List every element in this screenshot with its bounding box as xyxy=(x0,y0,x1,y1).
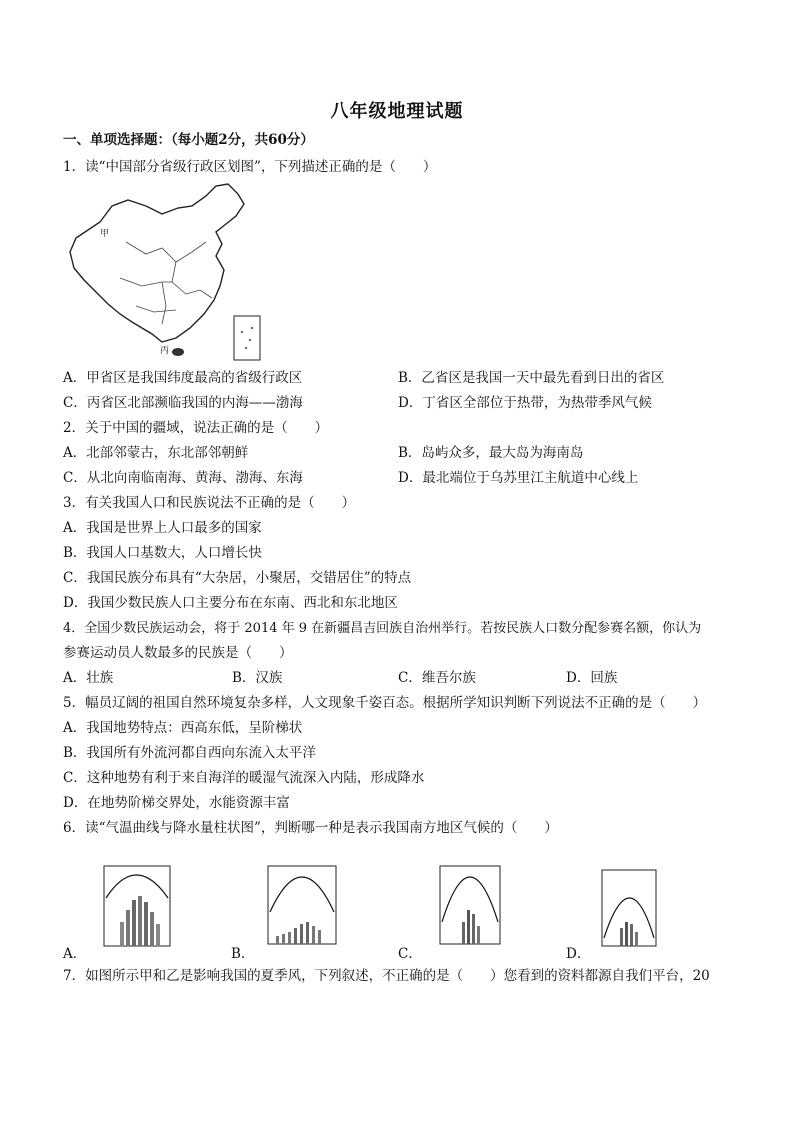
q6-option-d[interactable]: D． xyxy=(566,946,591,962)
q4-stem-line2: 参赛运动员人数最多的民族是（ ） xyxy=(63,645,293,661)
q3-option-b[interactable]: B．我国人口基数大，人口增长快 xyxy=(63,545,262,561)
q5-option-a[interactable]: A．我国地势特点：西高东低，呈阶梯状 xyxy=(63,720,303,736)
q3-option-c[interactable]: C．我国民族分布具有“大杂居，小聚居，交错居住”的特点 xyxy=(63,570,412,586)
china-province-map xyxy=(66,182,270,362)
q4-stem-line1: 4．全国少数民族运动会，将于 2014 年 9 在新疆昌吉回族自治州举行。若按民族人口数分配参赛名额，你认为 xyxy=(63,621,702,636)
q6-option-c[interactable]: C． xyxy=(398,946,422,962)
q4-option-d[interactable]: D．回族 xyxy=(566,670,618,686)
climate-chart-c xyxy=(426,852,516,952)
q4-option-a[interactable]: A．壮族 xyxy=(63,670,114,686)
map-label-bing: 丙 xyxy=(160,346,170,356)
q4-option-c[interactable]: C．维吾尔族 xyxy=(398,670,476,686)
q5-option-c[interactable]: C．这种地势有利于来自海洋的暖湿气流深入内陆，形成降水 xyxy=(63,770,425,786)
section-heading: 一、单项选择题：（每小题2分，共60分） xyxy=(63,132,314,148)
q6-option-b[interactable]: B． xyxy=(231,946,255,962)
page-title: 八年级地理试题 xyxy=(330,101,464,122)
q2-stem: 2．关于中国的疆域，说法正确的是（ ） xyxy=(63,420,329,436)
q2-option-a[interactable]: A．北部邻蒙古，东北部邻朝鲜 xyxy=(63,445,249,461)
q4-option-b[interactable]: B．汉族 xyxy=(232,670,283,686)
map-label-jia: 甲 xyxy=(100,229,110,239)
q6-stem: 6．读“气温曲线与降水量柱状图”，判断哪一种是表示我国南方地区气候的（ ） xyxy=(63,820,558,836)
q3-option-a[interactable]: A．我国是世界上人口最多的国家 xyxy=(63,520,262,536)
q2-option-d[interactable]: D．最北端位于乌苏里江主航道中心线上 xyxy=(398,470,639,486)
q6-option-a[interactable]: A． xyxy=(63,946,87,962)
q5-stem: 5．幅员辽阔的祖国自然环境复杂多样，人文现象千姿百态。根据所学知识判断下列说法不正确的是（ ） xyxy=(63,695,707,711)
q2-option-c[interactable]: C．从北向南临南海、黄海、渤海、东海 xyxy=(63,470,303,486)
q3-option-d[interactable]: D．我国少数民族人口主要分布在东南、西北和东北地区 xyxy=(63,595,398,611)
q1-stem: 1．读“中国部分省级行政区划图”，下列描述正确的是（ ） xyxy=(63,159,437,175)
q1-option-a[interactable]: A．甲省区是我国纬度最高的省级行政区 xyxy=(63,370,303,386)
climate-chart-d xyxy=(590,852,670,952)
q1-option-c[interactable]: C．丙省区北部濒临我国的内海——渤海 xyxy=(63,395,303,411)
q5-option-d[interactable]: D．在地势阶梯交界处，水能资源丰富 xyxy=(63,795,290,811)
q3-stem: 3．有关我国人口和民族说法不正确的是（ ） xyxy=(63,495,356,511)
climate-chart-a xyxy=(86,852,186,952)
q1-option-d[interactable]: D．丁省区全部位于热带，为热带季风气候 xyxy=(398,395,652,411)
q5-option-b[interactable]: B．我国所有外流河都自西向东流入太平洋 xyxy=(63,745,316,761)
q1-option-b[interactable]: B．乙省区是我国一天中最先看到日出的省区 xyxy=(398,370,665,386)
q7-stem: 7．如图所示甲和乙是影响我国的夏季风，下列叙述，不正确的是（ ）您看到的资料都源自我们平台，20 xyxy=(63,968,710,984)
climate-chart-b xyxy=(252,852,352,952)
q2-option-b[interactable]: B．岛屿众多，最大岛为海南岛 xyxy=(398,445,584,461)
